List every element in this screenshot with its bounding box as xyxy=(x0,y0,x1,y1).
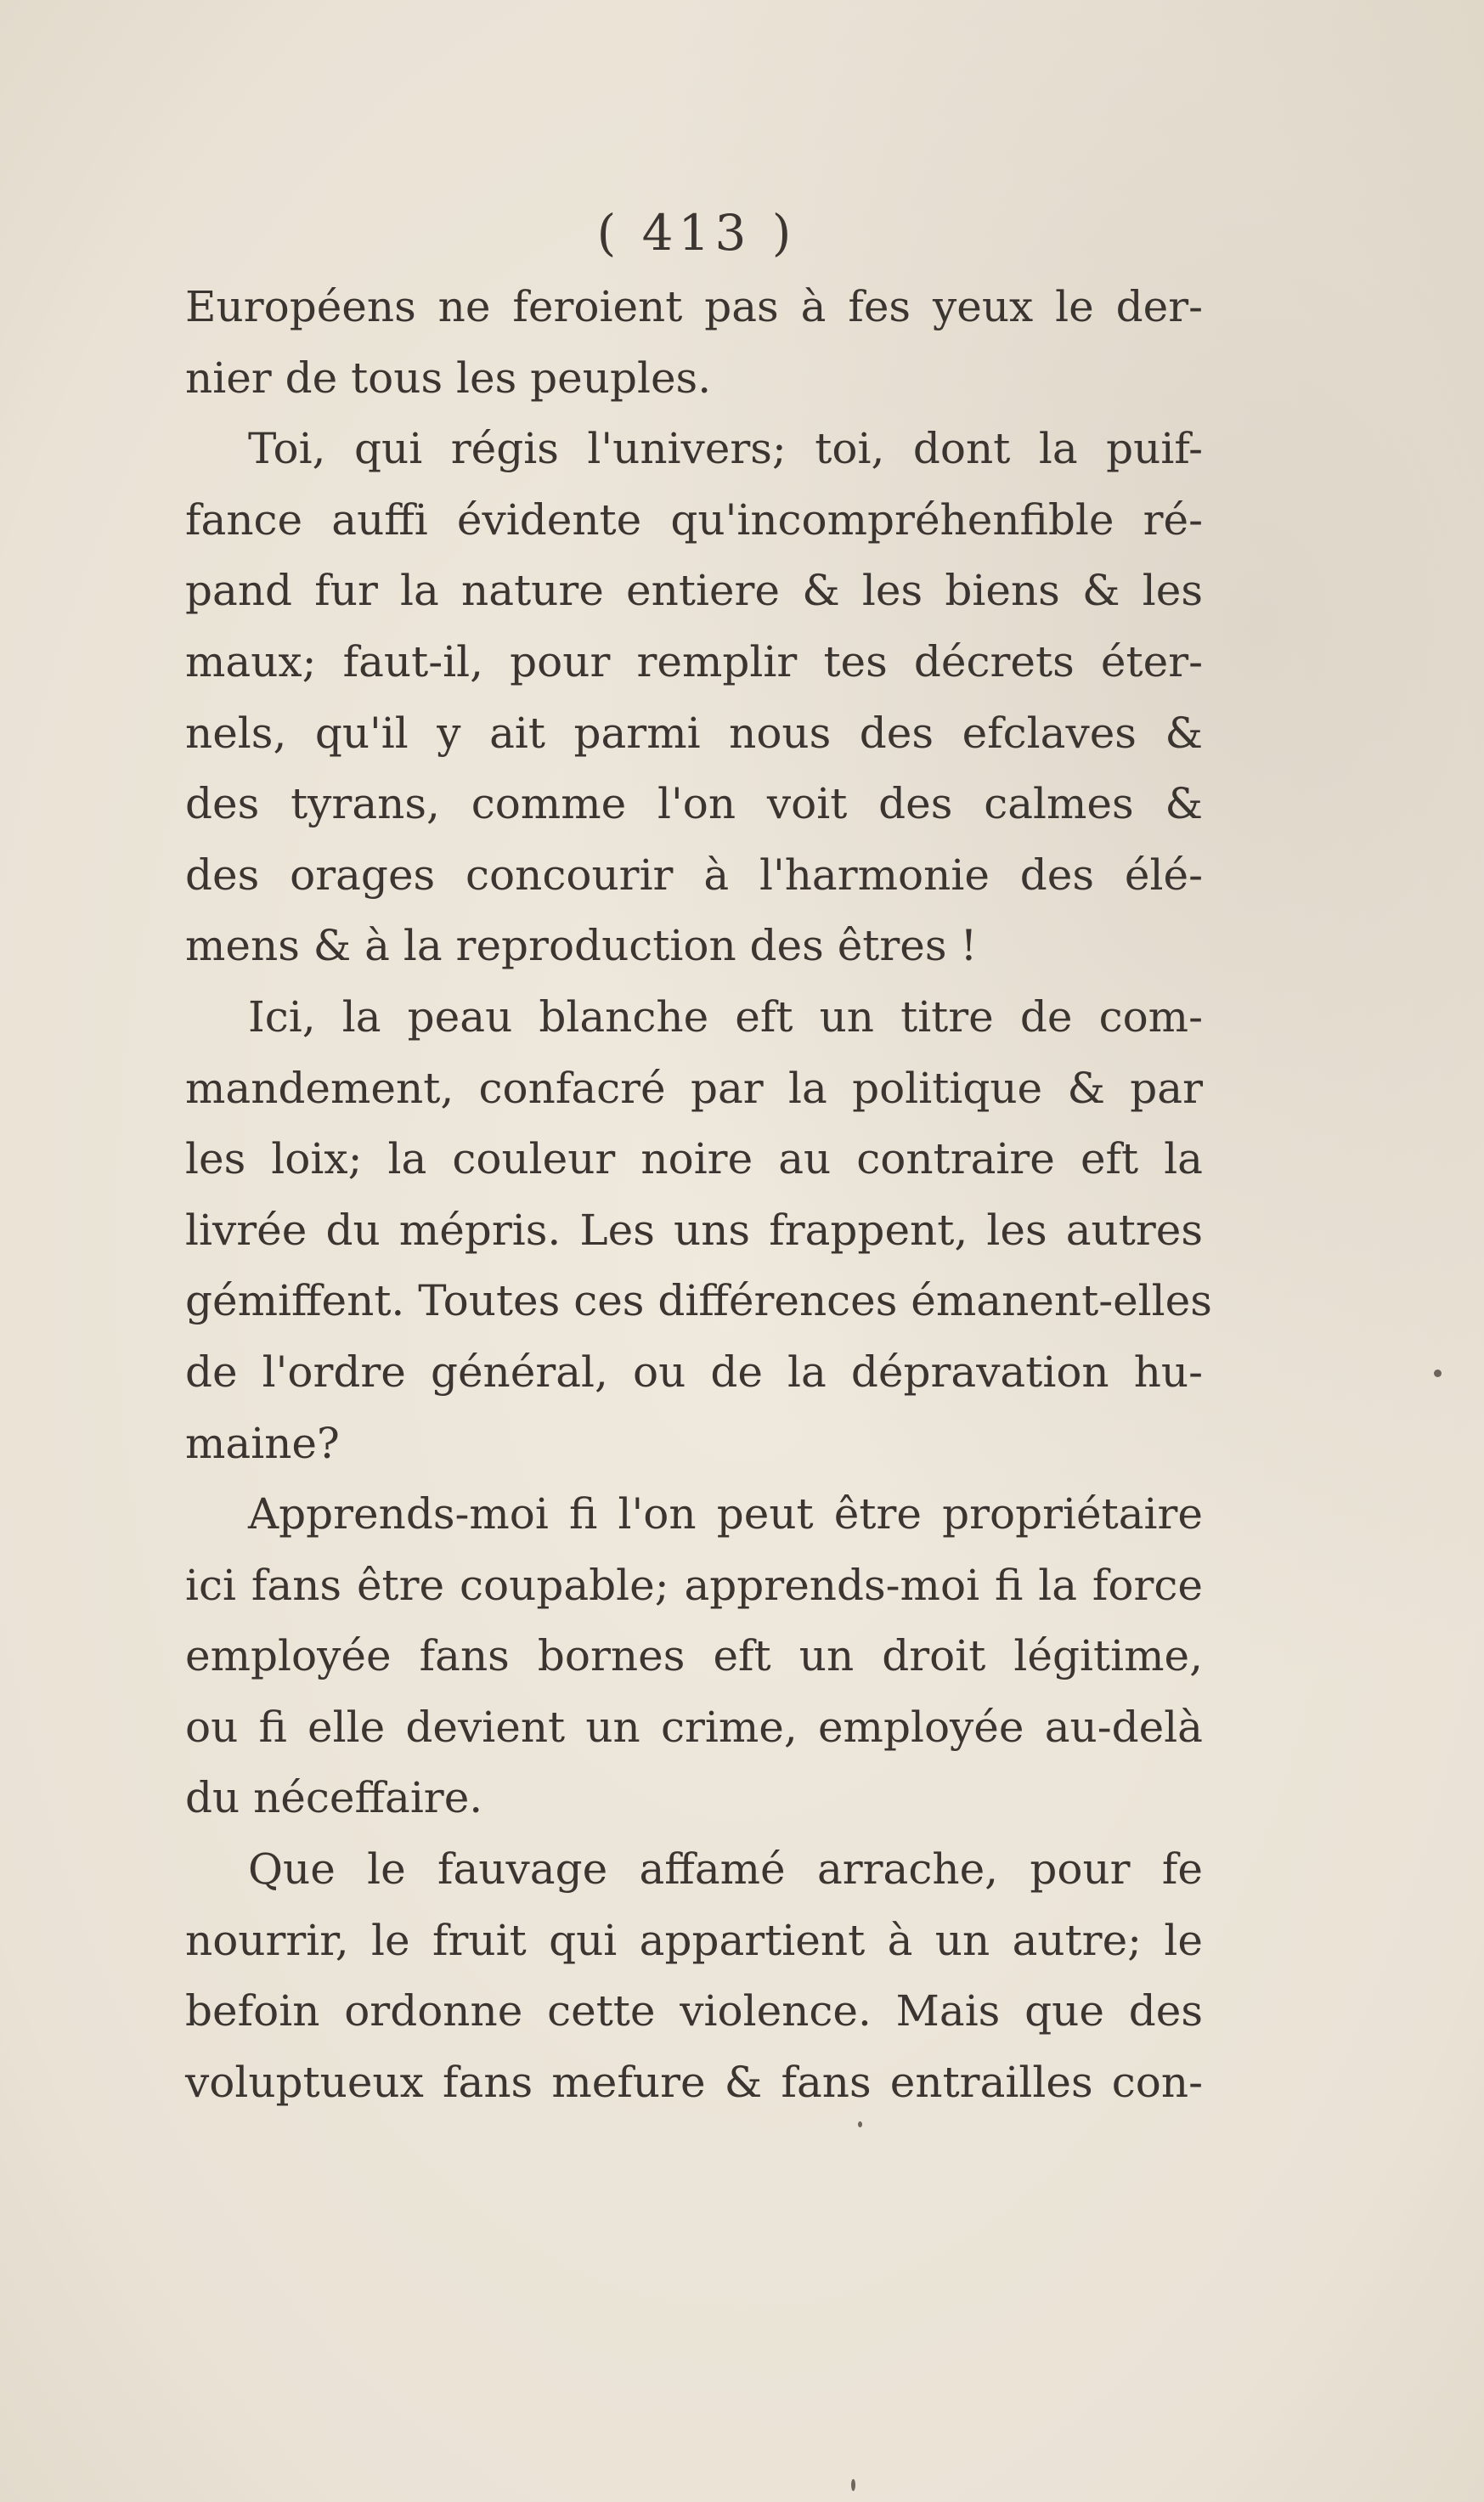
text-line: fance auffi évidente qu'incompréhenfible ré- xyxy=(185,494,1203,545)
text-line: Que le fauvage affamé arrache, pour fe xyxy=(248,1844,1203,1895)
text-line: ou fi elle devient un crime, employée au-delà xyxy=(185,1702,1203,1752)
body-text xyxy=(185,272,1212,2118)
text-line: maine? xyxy=(185,1418,340,1468)
text-line: employée fans bornes eft un droit légitime, xyxy=(185,1631,1203,1681)
text-line: des orages concourir à l'harmonie des élé- xyxy=(185,850,1203,900)
text-line: nels, qu'il y ait parmi nous des efclaves & xyxy=(185,708,1203,758)
text-line: de l'ordre général, ou de la dépravation hu- xyxy=(185,1347,1203,1397)
text-line: voluptueux fans mefure & fans entrailles con- xyxy=(185,2057,1203,2107)
text-line: gémiffent. Toutes ces différences émanent-elles xyxy=(185,1276,1212,1326)
paper-speck xyxy=(851,2479,855,2491)
text-line: du néceffaire. xyxy=(185,1773,483,1823)
text-line: Apprends-moi fi l'on peut être propriétaire xyxy=(248,1489,1203,1539)
text-line: livrée du mépris. Les uns frappent, les autres xyxy=(185,1205,1203,1255)
text-line: nier de tous les peuples. xyxy=(185,353,712,403)
text-line: befoin ordonne cette violence. Mais que des xyxy=(185,1986,1203,2036)
paper-speck xyxy=(858,2121,862,2127)
text-line: mens & à la reproduction des êtres ! xyxy=(185,921,978,971)
page-number: ( 413 ) xyxy=(596,204,797,262)
text-line: mandement, confacré par la politique & par xyxy=(185,1063,1203,1113)
text-line: maux; faut-il, pour remplir tes décrets éter- xyxy=(185,636,1203,686)
text-line: des tyrans, comme l'on voit des calmes & xyxy=(185,779,1203,829)
text-line: ici fans être coupable; apprends-moi fi la force xyxy=(185,1560,1203,1610)
text-line: Ici, la peau blanche eft un titre de com- xyxy=(248,991,1203,1042)
text-line: Européens ne feroient pas à fes yeux le der- xyxy=(185,282,1203,331)
text-line: les loix; la couleur noire au contraire eft la xyxy=(185,1134,1203,1184)
text-line: pand fur la nature entiere & les biens & les xyxy=(185,566,1203,616)
paper-speck xyxy=(1434,1370,1442,1377)
text-line: nourrir, le fruit qui appartient à un autre; le xyxy=(185,1915,1203,1965)
text-line: Toi, qui régis l'univers; toi, dont la puif- xyxy=(248,424,1203,474)
